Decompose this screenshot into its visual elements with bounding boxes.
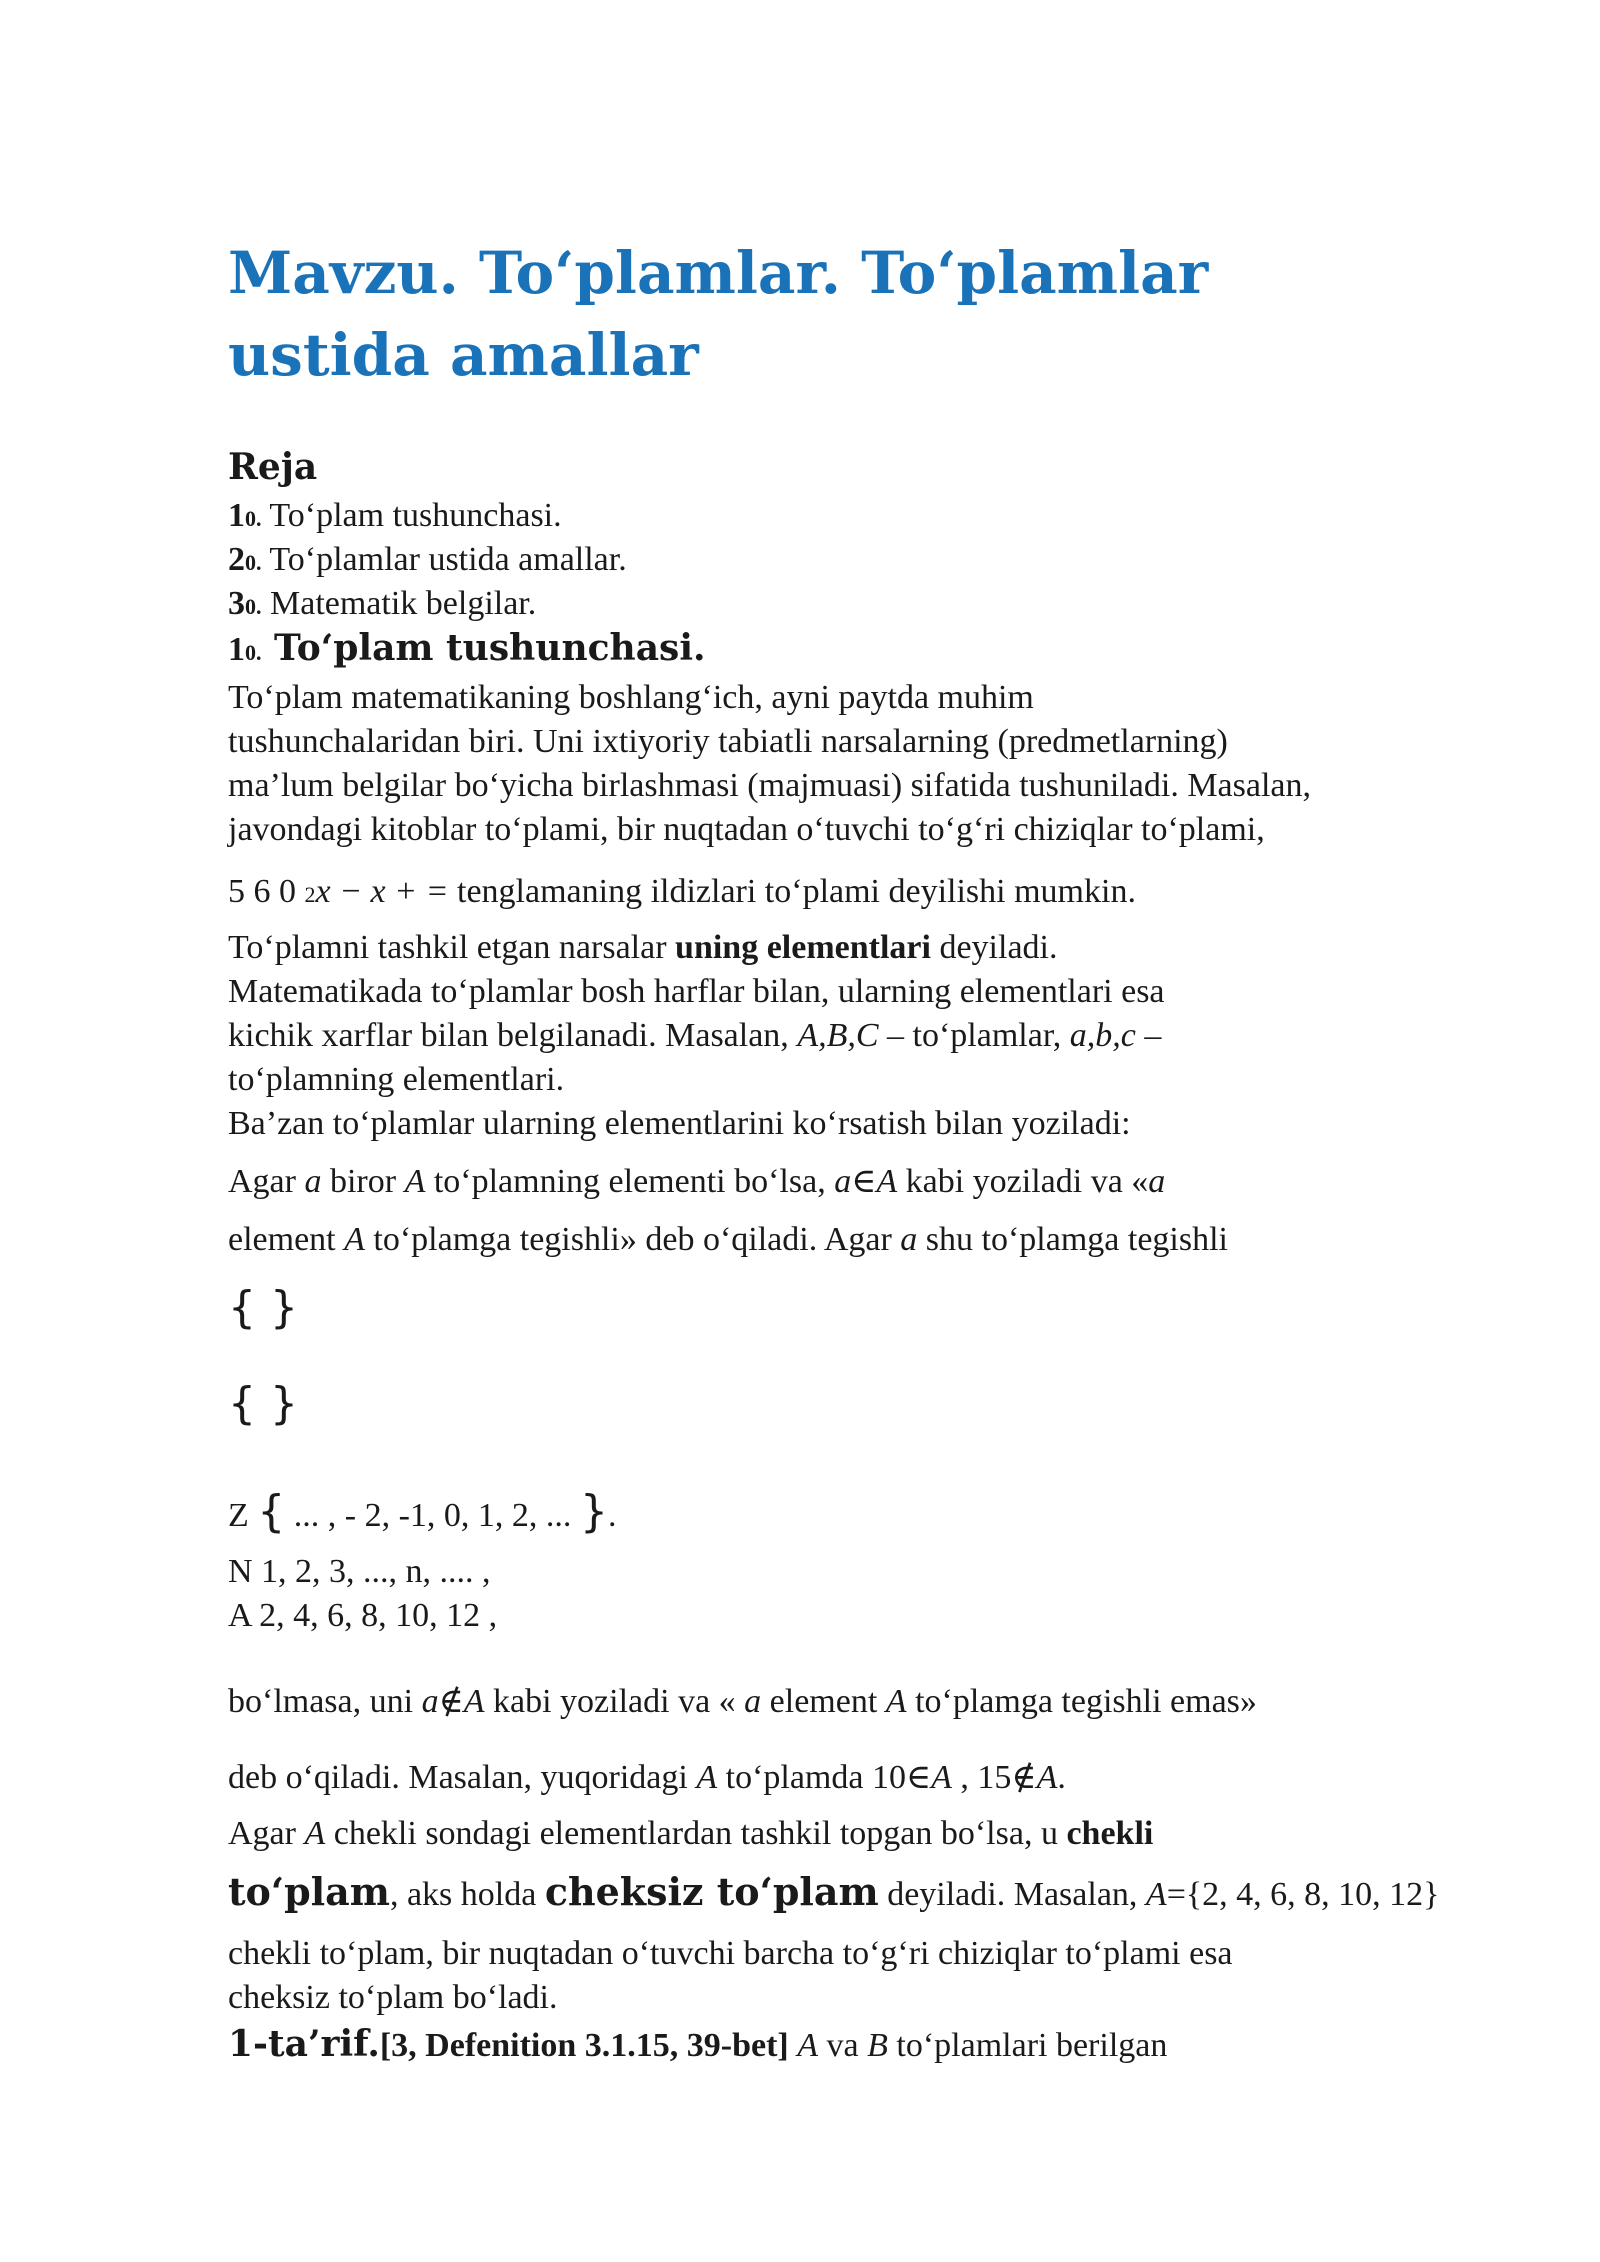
finite-term: chekli xyxy=(1066,1815,1154,1852)
text: to‘plamda 10∈ xyxy=(717,1759,932,1796)
definition-reference: [3, Defenition 3.1.15, 39-bet] xyxy=(379,2027,789,2064)
var: a xyxy=(900,1221,918,1258)
equation-line xyxy=(228,870,1136,917)
text: Agar xyxy=(228,1815,305,1852)
text: to‘plamlari berilgan xyxy=(887,2027,1168,2064)
integer-set-line xyxy=(228,1486,617,1538)
text: biror xyxy=(321,1163,405,1200)
empty-braces: { } xyxy=(228,1282,298,1333)
notation-text: – to‘plamlar, xyxy=(878,1017,1070,1054)
infinite-term: cheksiz to‘plam xyxy=(544,1869,879,1914)
plan-heading: Reja xyxy=(228,446,318,488)
paragraph-line: javondagi kitoblar to‘plami, bir nuqtadan o‘tuvchi to‘g‘ri chiziqlar to‘plami, xyxy=(228,811,1265,848)
plan-item-number: 1 xyxy=(228,497,245,534)
set-elements: ... , - 2, -1, 0, 1, 2, ... xyxy=(285,1497,580,1534)
element-letters: a,b,c xyxy=(1069,1017,1136,1054)
var: a xyxy=(744,1683,762,1720)
definition-line xyxy=(228,2022,1167,2068)
finite-line-2 xyxy=(228,1870,1440,1917)
plan-item-text: Matematik belgilar. xyxy=(261,585,537,622)
paragraph-line: to‘plamning elementlari. xyxy=(228,1061,565,1098)
notation-dash: – xyxy=(1135,1017,1162,1054)
plan-item-text: To‘plamlar ustida amallar. xyxy=(261,541,627,578)
paragraph-line: Matematikada to‘plamlar bosh harflar bilan, ularning elementlari esa xyxy=(228,973,1165,1010)
paragraph-line: ma’lum belgilar bo‘yicha birlashmasi (majmuasi) sifatida tushuniladi. Masalan, xyxy=(228,767,1312,804)
not-member-symbol: a∉A xyxy=(421,1683,485,1720)
finite-term: to‘plam xyxy=(228,1869,390,1914)
paragraph-line: Ba’zan to‘plamlar ularning elementlarini ko‘rsatish bilan yoziladi: xyxy=(228,1105,1131,1142)
set-label: Z xyxy=(228,1497,258,1534)
set-a-line: A 2, 4, 6, 8, 10, 12 , xyxy=(228,1597,498,1634)
plan-item-suffix: 0. xyxy=(245,550,262,575)
text: bo‘lmasa, uni xyxy=(228,1683,422,1720)
plan-item-1 xyxy=(228,494,562,541)
notation-text: kichik xarflar bilan belgilanadi. Masalan, xyxy=(228,1017,798,1054)
equation-text: tenglamaning ildizlari to‘plami deyilishi mumkin. xyxy=(448,873,1136,910)
period: . xyxy=(1057,1759,1066,1796)
finite-line-1 xyxy=(228,1812,1153,1856)
text: to‘plamning elementi bo‘lsa, xyxy=(425,1163,835,1200)
close-brace: } xyxy=(579,1486,608,1537)
empty-braces: { } xyxy=(228,1378,298,1429)
text: chekli sondagi elementlardan tashkil topgan bo‘lsa, u xyxy=(325,1815,1067,1852)
natural-set-line: N 1, 2, 3, ..., n, .... , xyxy=(228,1553,491,1590)
page-title: Mavzu. To‘plamlar. To‘plamlar ustida amallar xyxy=(228,239,1209,389)
paragraph-line: tushunchalaridan biri. Uni ixtiyoriy tabiatli narsalarning (predmetlarning) xyxy=(228,723,1228,760)
elements-text: To‘plamni tashkil etgan narsalar xyxy=(228,929,676,966)
open-brace: { xyxy=(257,1486,286,1537)
text: va xyxy=(818,2027,868,2064)
plan-item-text: To‘plam tushunchasi. xyxy=(261,497,562,534)
text: to‘plamga tegishli» deb o‘qiladi. Agar xyxy=(364,1221,901,1258)
elements-line xyxy=(228,926,1058,970)
notation-line xyxy=(228,1014,1161,1058)
membership-line-1 xyxy=(228,1160,1165,1204)
plan-item-3 xyxy=(228,582,536,629)
plan-item-number: 3 xyxy=(228,585,245,622)
section-number: 1 xyxy=(228,631,245,668)
equation-exponent: 2 xyxy=(304,882,316,907)
plan-item-number: 2 xyxy=(228,541,245,578)
text: Agar xyxy=(228,1163,305,1200)
membership-line-2 xyxy=(228,1218,1228,1262)
plan-item-2 xyxy=(228,538,627,585)
text: shu to‘plamga tegishli xyxy=(917,1221,1228,1258)
text: kabi yoziladi va « xyxy=(484,1683,745,1720)
section-title: To‘plam tushunchasi. xyxy=(261,627,706,669)
var: a xyxy=(1148,1163,1166,1200)
text: to‘plamga tegishli emas» xyxy=(906,1683,1257,1720)
section-heading xyxy=(228,626,706,675)
var: A xyxy=(304,1815,326,1852)
var: A xyxy=(696,1759,718,1796)
set-letters: A,B,C xyxy=(797,1017,879,1054)
not-member-line-1 xyxy=(228,1680,1257,1724)
text: element xyxy=(228,1221,345,1258)
var: A xyxy=(1145,1876,1167,1913)
equation-numbers: 5 6 0 xyxy=(228,873,296,910)
space xyxy=(789,2027,798,2064)
equation-expression: x − x + = xyxy=(315,873,449,910)
period: . xyxy=(607,1497,617,1534)
paragraph-line: chekli to‘plam, bir nuqtadan o‘tuvchi barcha to‘g‘ri chiziqlar to‘plami esa xyxy=(228,1935,1233,1972)
var: A xyxy=(885,1683,907,1720)
section-number-suffix: 0. xyxy=(245,640,262,665)
elements-term: uning elementlari xyxy=(675,929,931,966)
var: A xyxy=(1036,1759,1058,1796)
membership-symbol: a∈A xyxy=(834,1163,898,1200)
var: a xyxy=(304,1163,322,1200)
text: kabi yoziladi va « xyxy=(897,1163,1149,1200)
plan-item-suffix: 0. xyxy=(245,506,262,531)
var: A xyxy=(797,2027,819,2064)
text: , 15∉ xyxy=(951,1759,1037,1796)
paragraph-line: cheksiz to‘plam bo‘ladi. xyxy=(228,1979,558,2016)
var: A xyxy=(404,1163,426,1200)
var: B xyxy=(867,2027,888,2064)
var: A xyxy=(931,1759,952,1796)
text: deb o‘qiladi. Masalan, yuqoridagi xyxy=(228,1759,697,1796)
text: deyiladi. Masalan, xyxy=(878,1876,1146,1913)
definition-label: 1-ta’rif. xyxy=(228,2023,380,2065)
var: A xyxy=(344,1221,365,1258)
text: , aks holda xyxy=(389,1876,545,1913)
paragraph-line: To‘plam matematikaning boshlang‘ich, ayni paytda muhim xyxy=(228,679,1034,716)
text: element xyxy=(761,1683,886,1720)
set-example: ={2, 4, 6, 8, 10, 12} xyxy=(1166,1876,1440,1913)
elements-text-end: deyiladi. xyxy=(930,929,1058,966)
plan-item-suffix: 0. xyxy=(245,594,262,619)
not-member-line-2 xyxy=(228,1756,1066,1800)
